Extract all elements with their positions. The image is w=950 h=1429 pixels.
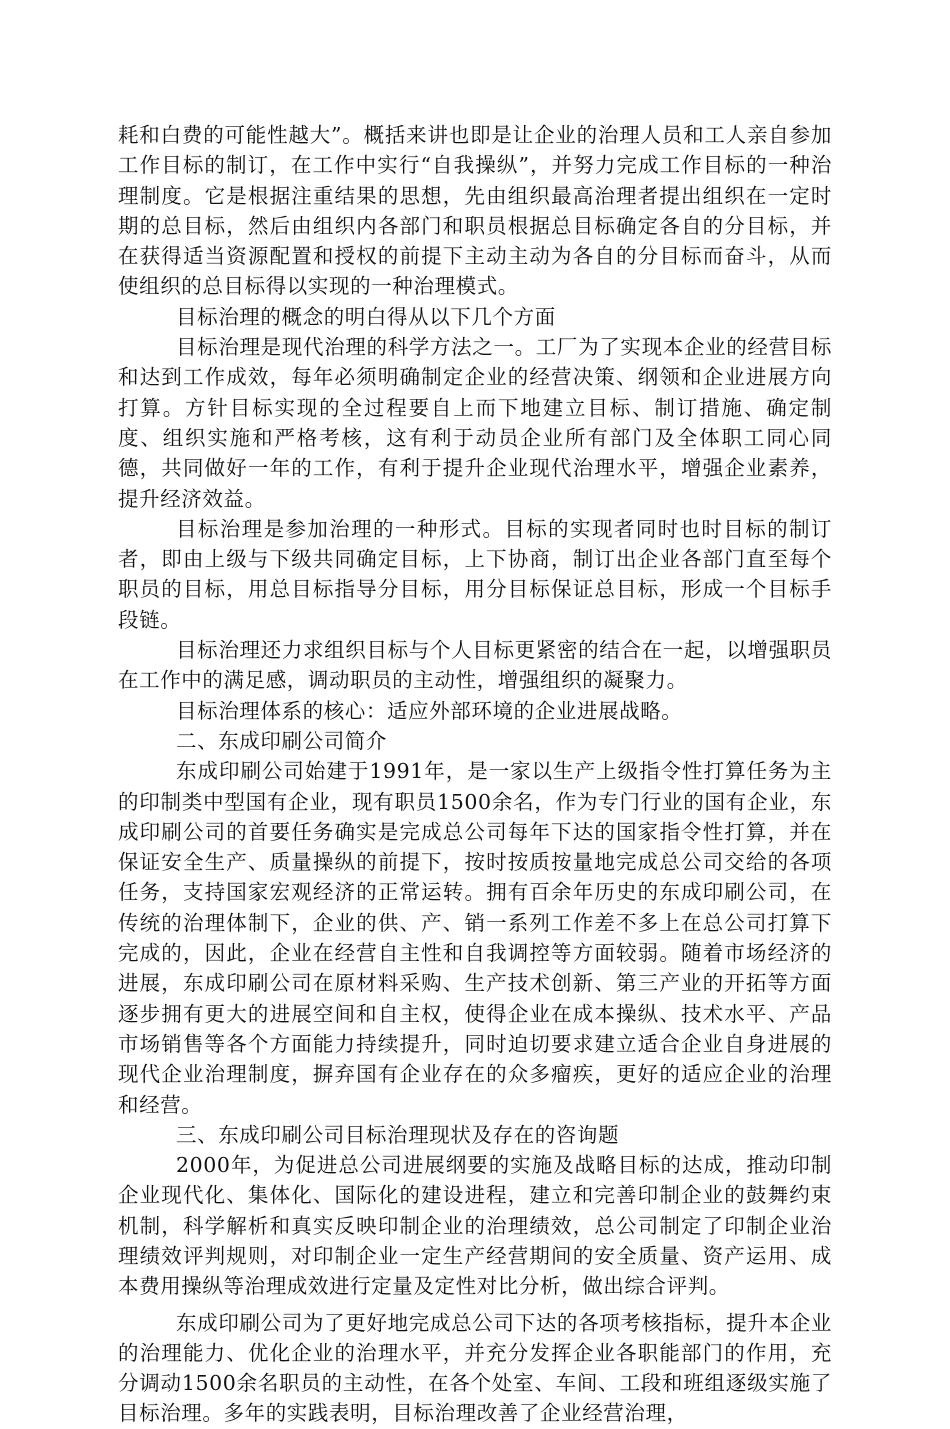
paragraph-continuation: 耗和白费的可能性越大”。概括来讲也即是让企业的治理人员和工人亲自参加工作目标的制订，在工作中实行“自我操纵”，并努力完成工作目标的一种治理制度。它是根据注重结果的思想，先由组织最高治理者提出组织在一定时期的总目标，然后由组织内各部门和职员根据总目标确定各自的分目标，并在获得适当资源配置和授权的前提下主动主动为各自的分目标而奋斗，从而使组织的总目标得以实现的一种治理模式。 [118, 123, 832, 299]
section-heading-status-problems: 三、东成印刷公司目标治理现状及存在的咨询题 [176, 1122, 620, 1147]
paragraph-integration: 目标治理还力求组织目标与个人目标更紧密的结合在一起，以增强职员在工作中的满足感，调动职员的主动性，增强组织的凝聚力。 [118, 638, 832, 693]
paragraph-participation: 目标治理是参加治理的一种形式。目标的实现者同时也时目标的制订者，即由上级与下级共同确定目标，上下协商，制订出企业各部门直至每个职员的目标，用总目标指导分目标，用分目标保证总目标，形成一个目标手段链。 [118, 516, 832, 632]
paragraph-scientific-method: 目标治理是现代治理的科学方法之一。工厂为了实现本企业的经营目标和达到工作成效，每年必须明确制定企业的经营决策、纲领和企业进展方向打算。方针目标实现的全过程要自上而下地建立目标、制订措施、确定制度、组织实施和严格考核，这有利于动员企业所有部门及全体职工同心同德，共同做好一年的工作，有利于提升企业现代治理水平，增强企业素养，提升经济效益。 [118, 335, 832, 511]
section-heading-company-intro: 二、东成印刷公司简介 [176, 728, 387, 753]
paragraph-core-system: 目标治理体系的核心：适应外部环境的企业进展战略。 [176, 698, 683, 723]
paragraph-implementation: 东成印刷公司为了更好地完成总公司下达的各项考核指标，提升本企业的治理能力、优化企业的治理水平，并充分发挥企业各职能部门的作用，充分调动1500余名职员的主动性，在各个处室、车间、工段和班组逐级实施了目标治理。多年的实践表明，目标治理改善了企业经营治理， [118, 1310, 832, 1426]
paragraph-company-intro: 东成印刷公司始建于1991年，是一家以生产上级指令性打算任务为主的印制类中型国有企业，现有职员1500余名，作为专门行业的国有企业，东成印刷公司的首要任务确实是完成总公司每年下达的国家指令性打算，并在保证安全生产、质量操纵的前提下，按时按质按量地完成总公司交给的各项任务，支持国家宏观经济的正常运转。拥有百余年历史的东成印刷公司，在传统的治理体制下，企业的供、产、销一系列工作差不多上在总公司打算下完成的，因此，企业在经营自主性和自我调控等方面较弱。随着市场经济的进展，东成印刷公司在原材料采购、生产技术创新、第三产业的开拓等方面逐步拥有更大的进展空间和自主权，使得企业在成本操纵、技术水平、产品市场销售等各个方面能力持续提升，同时迫切要求建立适合企业自身进展的现代企业治理制度，摒弃国有企业存在的众多瘤疾，更好的适应企业的治理和经营。 [118, 759, 832, 1117]
document-body [118, 120, 832, 1429]
paragraph-year-2000: 2000年，为促进总公司进展纲要的实施及战略目标的达成，推动印制企业现代化、集体化、国际化的建设进程，建立和完善印制企业的鼓舞约束机制，科学解析和真实反映印制企业的治理绩效，总公司制定了印制企业治理绩效评判规则，对印制企业一定生产经营期间的安全质量、资产运用、成本费用操纵等治理成效进行定量及定性对比分析，做出综合评判。 [118, 1153, 832, 1299]
paragraph-concept-heading: 目标治理的概念的明白得从以下几个方面 [176, 304, 556, 329]
